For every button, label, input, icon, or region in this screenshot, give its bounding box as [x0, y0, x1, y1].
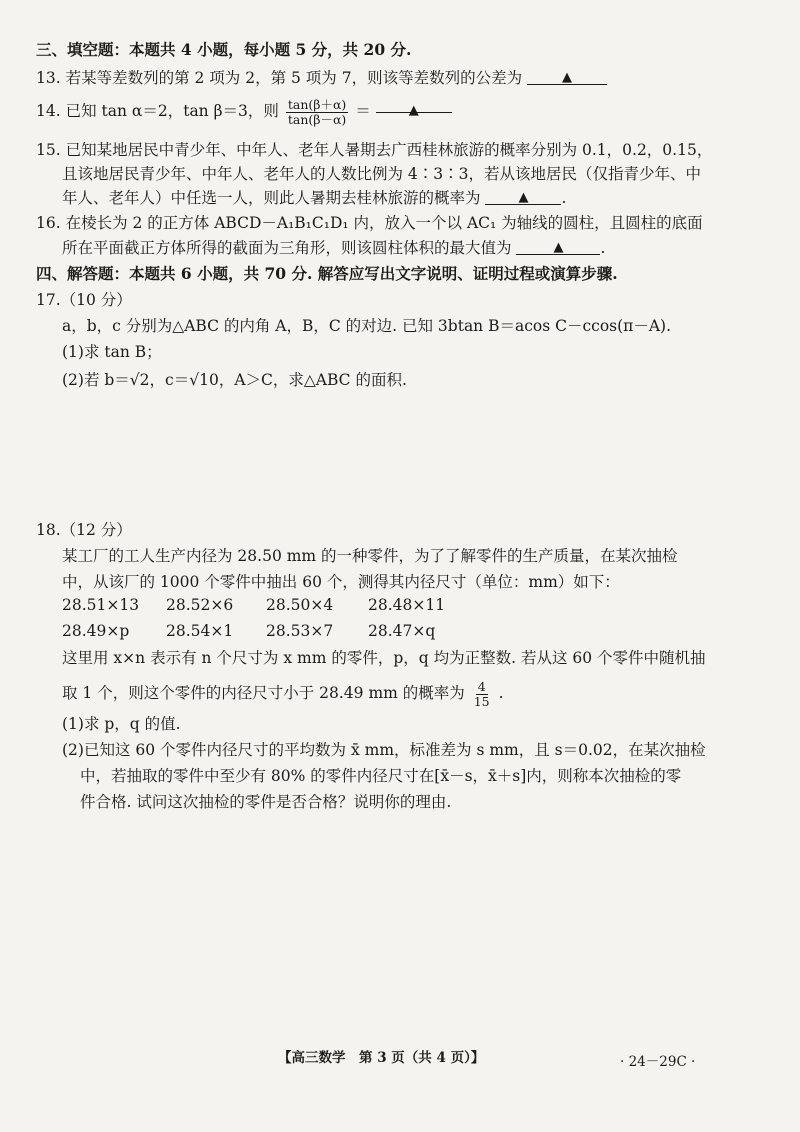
- question-14-equals: ＝: [355, 102, 371, 120]
- question-18-line2: 中，从该厂的 1000 个零件中抽出 60 个，测得其内径尺寸（单位：mm）如下：: [62, 573, 620, 591]
- question-18-part2-line3: 件合格. 试问这次抽检的零件是否合格？说明你的理由.: [80, 793, 452, 811]
- answer-blank-14: [376, 96, 452, 118]
- data-cell: 28.47×q: [368, 622, 436, 640]
- triangle-mark-icon: ▲: [408, 103, 419, 118]
- question-18-line1: 某工厂的工人生产内径为 28.50 mm 的一种零件，为了了解零件的生产质量，在某次抽检: [62, 547, 678, 565]
- question-17-stem: a，b，c 分别为△ABC 的内角 A，B，C 的对边. 已知 3btan B＝acos C－ccos(π－A).: [62, 317, 672, 335]
- question-15-text: 年人、老年人）中任选一人，则此人暑期去桂林旅游的概率为: [62, 189, 481, 207]
- section3-heading: 三、填空题：本题共 4 小题，每小题 5 分，共 20 分.: [36, 40, 412, 59]
- data-cell: 28.54×1: [166, 622, 234, 640]
- question-17-part2: (2)若 b＝√2，c＝√10，A＞C，求△ABC 的面积.: [62, 371, 407, 389]
- data-cell: 28.52×6: [166, 596, 234, 614]
- question-16-text: 所在平面截正方体所得的截面为三角形，则该圆柱体积的最大值为: [62, 239, 512, 257]
- data-cell: 28.50×4: [266, 596, 334, 614]
- answer-blank-16: [516, 238, 600, 255]
- question-15-line2: 且该地居民青少年、中年人、老年人的人数比例为 4∶3∶3，若从该地居民（仅指青少年、中: [62, 165, 702, 183]
- question-18-part2-line1: (2)已知这 60 个零件内径尺寸的平均数为 x̄ mm，标准差为 s mm，且 s＝0.02，在某次抽检: [62, 741, 706, 759]
- triangle-mark-icon: ▲: [518, 190, 529, 205]
- answer-blank-15: [485, 188, 561, 205]
- question-14: [36, 96, 452, 127]
- question-14-fraction: [286, 98, 348, 127]
- question-16-line1: 16. 在棱长为 2 的正方体 ABCD－A₁B₁C₁D₁ 内，放入一个以 AC₁ 为轴线的圆柱，且圆柱的底面: [36, 214, 703, 232]
- question-17-title: 17.（10 分）: [36, 291, 132, 309]
- question-18-line4: [62, 678, 504, 709]
- fraction-numerator: 4: [477, 678, 486, 694]
- data-cell: 28.49×p: [62, 622, 130, 640]
- data-cell: 28.53×7: [266, 622, 334, 640]
- question-18-line4-period: .: [498, 684, 504, 702]
- question-15-line3: 年人、老年人）中任选一人，则此人暑期去桂林旅游的概率为 ▲ .: [62, 189, 567, 207]
- question-18-part2-line2: 中，若抽取的零件中至少有 80% 的零件内径尺寸在[x̄－s，x̄＋s]内，则称本次抽检的零: [80, 767, 682, 785]
- triangle-mark-icon: ▲: [553, 240, 564, 255]
- question-13-text: 13. 若某等差数列的第 2 项为 2，第 5 项为 7，则该等差数列的公差为: [36, 69, 523, 87]
- data-cell: 28.48×11: [368, 596, 446, 614]
- probability-fraction: [472, 680, 492, 709]
- exam-code: · 24－29C ·: [620, 1054, 696, 1070]
- question-18-title: 18.（12 分）: [36, 521, 132, 539]
- question-13: [36, 68, 607, 88]
- question-18-line3: 这里用 x×n 表示有 n 个尺寸为 x mm 的零件，p，q 均为正整数. 若从这 60 个零件中随机抽: [62, 649, 706, 667]
- question-18-line4-text: 取 1 个，则这个零件的内径尺寸小于 28.49 mm 的概率为: [62, 684, 465, 702]
- answer-blank-13: [527, 68, 607, 85]
- data-cell: 28.51×13: [62, 596, 140, 614]
- fraction-denominator: 15: [473, 693, 490, 709]
- triangle-mark-icon: ▲: [562, 70, 573, 85]
- question-14-text: 14. 已知 tan α＝2，tan β＝3，则: [36, 102, 279, 120]
- fraction-denominator: tan(β－α): [287, 111, 347, 127]
- question-18-part1: (1)求 p，q 的值.: [62, 715, 181, 733]
- section4-heading: 四、解答题：本题共 6 小题，共 70 分. 解答应写出文字说明、证明过程或演算步骤.: [36, 264, 618, 283]
- question-17-part1: (1)求 tan B；: [62, 343, 162, 361]
- question-16-line2: 所在平面截正方体所得的截面为三角形，则该圆柱体积的最大值为 ▲ .: [62, 239, 606, 257]
- page-footer-label: 【高三数学 第 3 页（共 4 页）】: [278, 1050, 485, 1066]
- fraction-numerator: tan(β＋α): [287, 96, 347, 112]
- question-15-line1: 15. 已知某地居民中青少年、中年人、老年人暑期去广西桂林旅游的概率分别为 0.1，0.2，0.15，: [36, 141, 713, 159]
